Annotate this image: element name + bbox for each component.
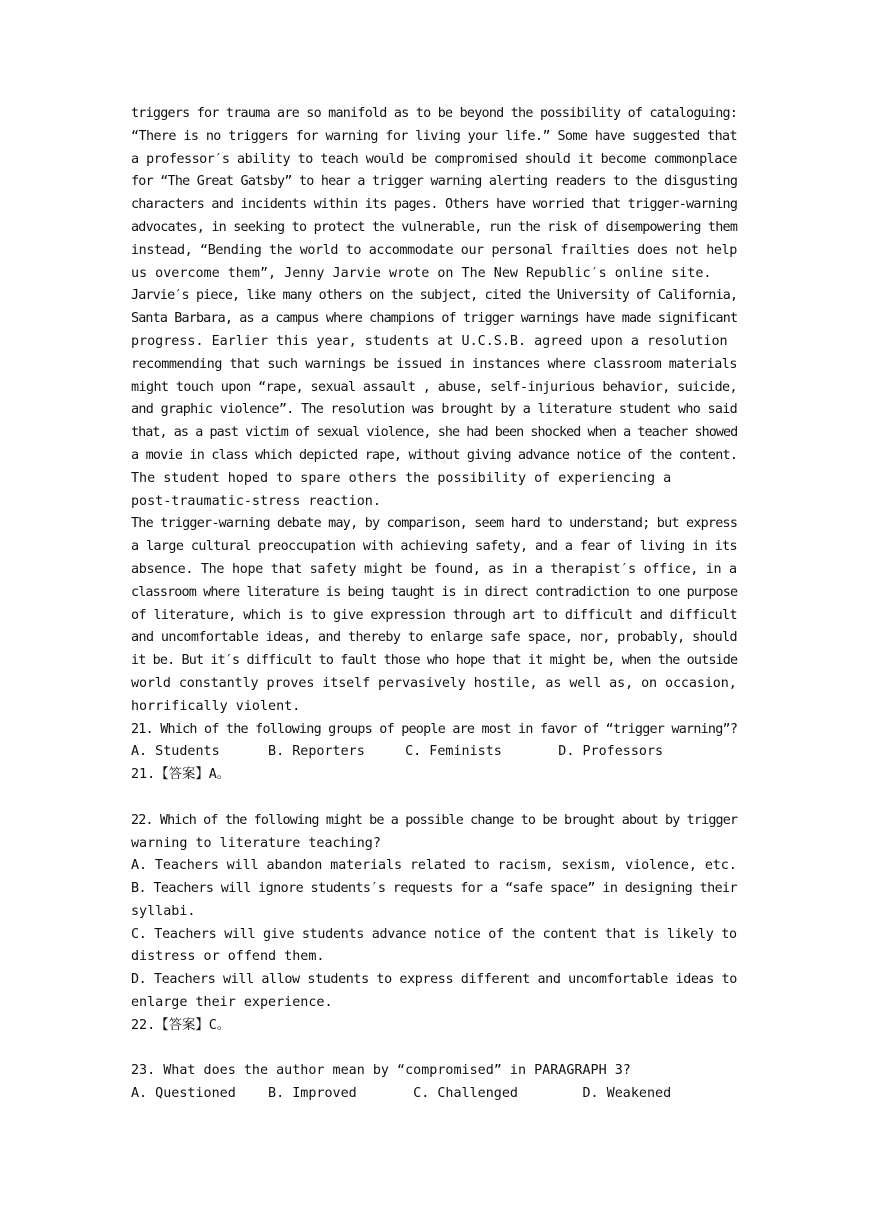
question-22 bbox=[131, 810, 737, 1038]
text-line: that, as a past victim of sexual violence, she had been shocked when a teacher showed bbox=[131, 425, 738, 441]
text-line: triggers for trauma are so manifold as to be beyond the possibility of cataloguing: bbox=[131, 106, 738, 121]
option-c: distress or offend them. bbox=[131, 949, 325, 965]
text-line: for “The Great Gatsby” to hear a trigger warning alerting readers to the disgusting bbox=[131, 174, 738, 190]
text-line: advocates, in seeking to protect the vulnerable, run the risk of disempowering them bbox=[131, 219, 738, 235]
blank-line bbox=[131, 787, 737, 810]
text-line: “There is no triggers for warning for living your life.” Some have suggested that bbox=[131, 128, 738, 144]
passage-paragraph-1 bbox=[131, 103, 737, 285]
question-23 bbox=[131, 1060, 737, 1106]
text-line: instead, “Bending the world to accommodate our personal frailties does not help bbox=[131, 242, 737, 258]
text-line: a large cultural preoccupation with achieving safety, and a fear of living in its bbox=[131, 539, 738, 555]
text-line: The student hoped to spare others the possibility of experiencing a bbox=[131, 470, 672, 486]
text-line: us overcome them”, Jenny Jarvie wrote on The New Republic′s online site. bbox=[131, 265, 712, 281]
answer-key: 22.【答案】C。 bbox=[131, 1017, 231, 1033]
text-line: of literature, which is to give expression through art to difficult and difficult bbox=[131, 607, 738, 623]
text-line: The trigger-warning debate may, by comparison, seem hard to understand; but express bbox=[131, 516, 738, 532]
document-page bbox=[131, 103, 737, 1106]
option-b: B. Teachers will ignore students′s requests for a “safe space” in designing their bbox=[131, 881, 738, 897]
text-line: post-traumatic-stress reaction. bbox=[131, 493, 381, 509]
option-d: D. Teachers will allow students to express different and uncomfortable ideas to bbox=[131, 972, 737, 988]
text-line: might touch upon “rape, sexual assault , abuse, self-injurious behavior, suicide, bbox=[131, 379, 738, 395]
question-options: A. Questioned B. Improved C. Challenged D. Weakened bbox=[131, 1086, 672, 1102]
option-c: C. Teachers will give students advance notice of the content that is likely to bbox=[131, 926, 737, 942]
question-options: A. Students B. Reporters C. Feminists D. Professors bbox=[131, 744, 664, 760]
option-d: enlarge their experience. bbox=[131, 995, 333, 1011]
question-stem: warning to literature teaching? bbox=[131, 835, 381, 851]
text-line: characters and incidents within its pages. Others have worried that trigger-warning bbox=[131, 197, 738, 213]
text-line: a professor′s ability to teach would be compromised should it become commonplace bbox=[131, 151, 737, 167]
text-line: progress. Earlier this year, students at U.C.S.B. agreed upon a resolution bbox=[131, 333, 728, 349]
text-line: and uncomfortable ideas, and thereby to enlarge safe space, nor, probably, should bbox=[131, 630, 738, 646]
option-a: A. Teachers will abandon materials related to racism, sexism, violence, etc. bbox=[131, 858, 737, 874]
question-stem: 21. Which of the following groups of people are most in favor of “trigger warning”? bbox=[131, 721, 738, 737]
text-line: recommending that such warnings be issued in instances where classroom materials bbox=[131, 356, 737, 372]
answer-key: 21.【答案】A。 bbox=[131, 767, 231, 783]
text-line: Santa Barbara, as a campus where champions of trigger warnings have made significant bbox=[131, 311, 738, 327]
option-b: syllabi. bbox=[131, 903, 196, 919]
text-line: and graphic violence”. The resolution was brought by a literature student who said bbox=[131, 402, 738, 418]
text-line: it be. But it′s difficult to fault those who hope that it might be, when the outside bbox=[131, 653, 738, 669]
text-line: Jarvie′s piece, like many others on the subject, cited the University of California, bbox=[131, 288, 738, 304]
text-line: horrifically violent. bbox=[131, 698, 301, 714]
text-line: classroom where literature is being taught is in direct contradiction to one purpose bbox=[131, 584, 738, 600]
blank-line bbox=[131, 1038, 737, 1061]
question-stem: 23. What does the author mean by “compromised” in PARAGRAPH 3? bbox=[131, 1063, 631, 1079]
text-line: absence. The hope that safety might be found, as in a therapist′s office, in a bbox=[131, 561, 737, 577]
text-line: a movie in class which depicted rape, without giving advance notice of the content. bbox=[131, 447, 738, 463]
text-line: world constantly proves itself pervasively hostile, as well as, on occasion, bbox=[131, 675, 737, 691]
question-stem: 22. Which of the following might be a possible change to be brought about by trigger bbox=[131, 812, 738, 828]
passage-paragraph-2 bbox=[131, 285, 737, 513]
question-21 bbox=[131, 719, 737, 787]
passage-paragraph-3 bbox=[131, 513, 737, 718]
